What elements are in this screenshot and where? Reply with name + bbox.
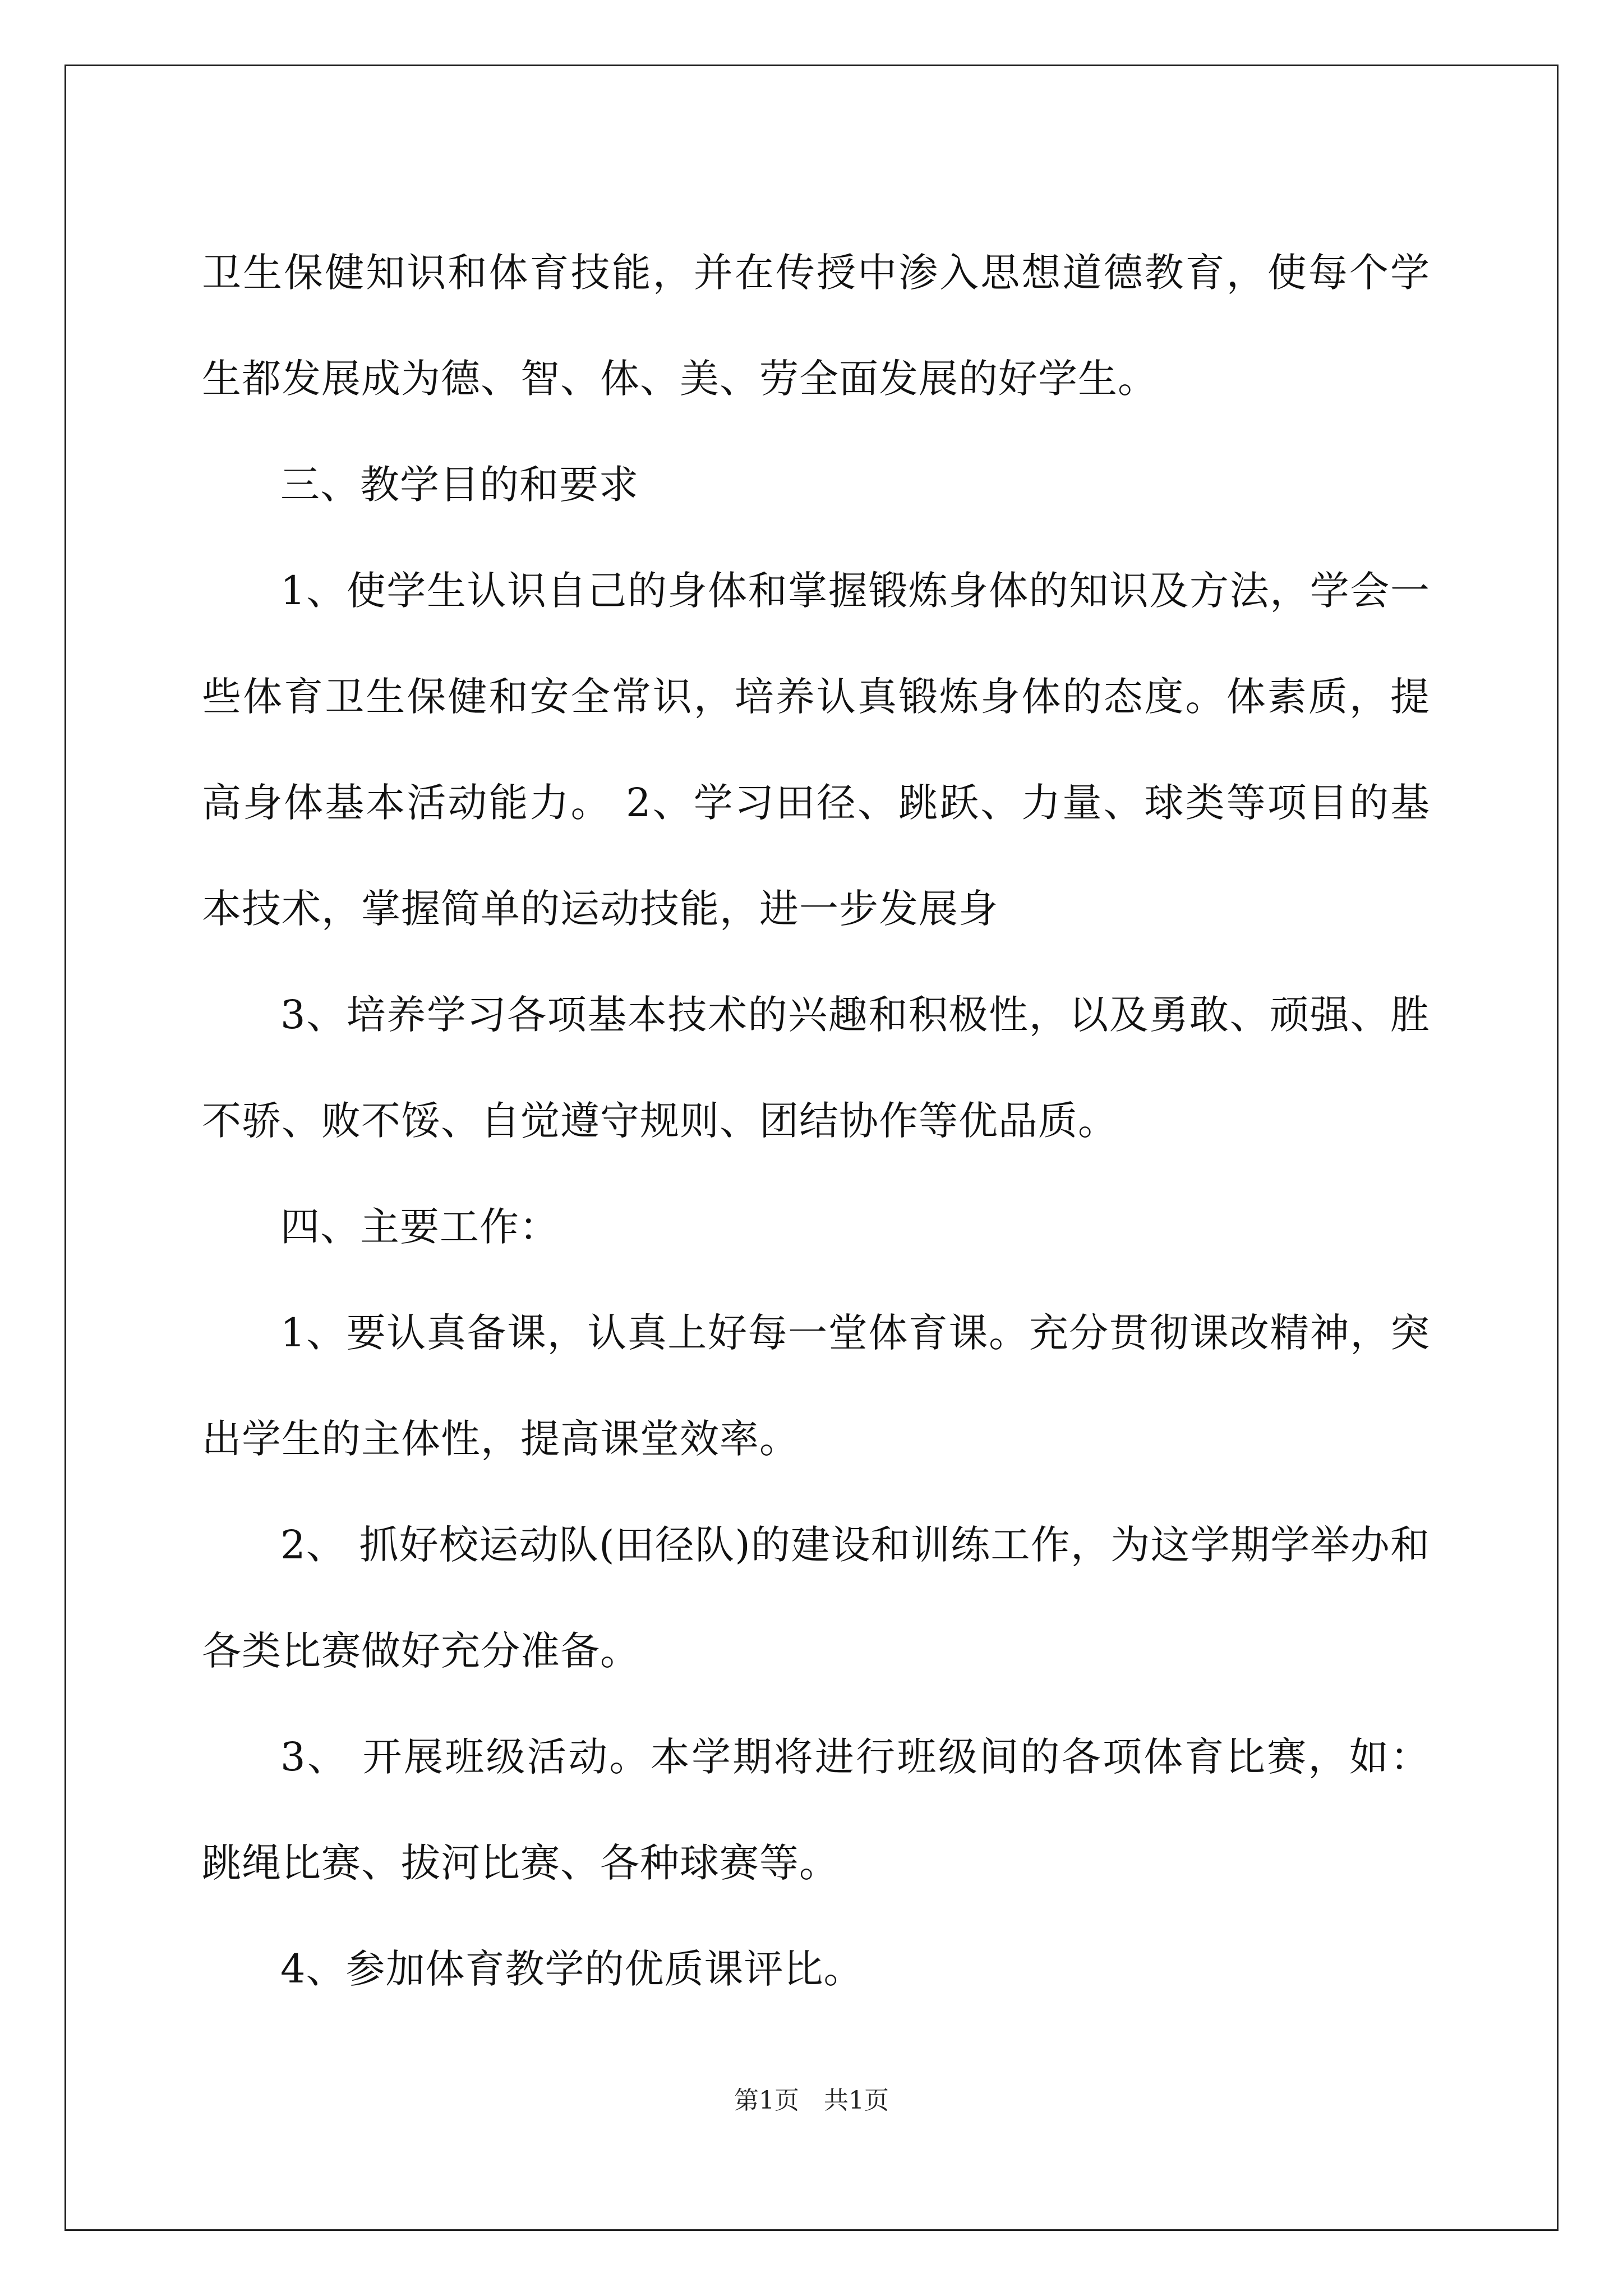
paragraph: 2、 抓好校运动队(田径队)的建设和训练工作，为这学期学举办和各类比赛做好充分准备。 [202,1522,1430,1674]
paragraph: 卫生保健知识和体育技能，并在传授中渗入思想道德教育，使每个学生都发展成为德、智、体、美、劳全面发展的好学生。 [202,250,1430,402]
paragraph: 3、 开展班级活动。本学期将进行班级间的各项体育比赛，如：跳绳比赛、拔河比赛、各种球赛等。 [202,1734,1430,1886]
paragraph: 3、培养学习各项基本技术的兴趣和积极性，以及勇敢、顽强、胜不骄、败不馁、自觉遵守规则、团结协作等优品质。 [202,992,1430,1144]
paragraph: 1、使学生认识自己的身体和掌握锻炼身体的知识及方法，学会一些体育卫生保健和安全常识，培养认真锻炼身体的态度。体素质，提高身体基本活动能力。 2、学习田径、跳跃、力量、球类等项目的基本技术，掌握简单的运动技能，进一步发展身 [202,568,1430,932]
section-heading: 四、主要工作： [280,1204,559,1250]
page-footer: 第1页 共1页 [734,2086,889,2115]
paragraph: 1、要认真备课，认真上好每一堂体育课。充分贯彻课改精神，突出学生的主体性，提高课堂效率。 [202,1310,1430,1462]
document-body [202,220,1430,2022]
section-heading: 三、教学目的和要求 [280,462,639,508]
paragraph: 4、参加体育教学的优质课评比。 [280,1946,864,1992]
